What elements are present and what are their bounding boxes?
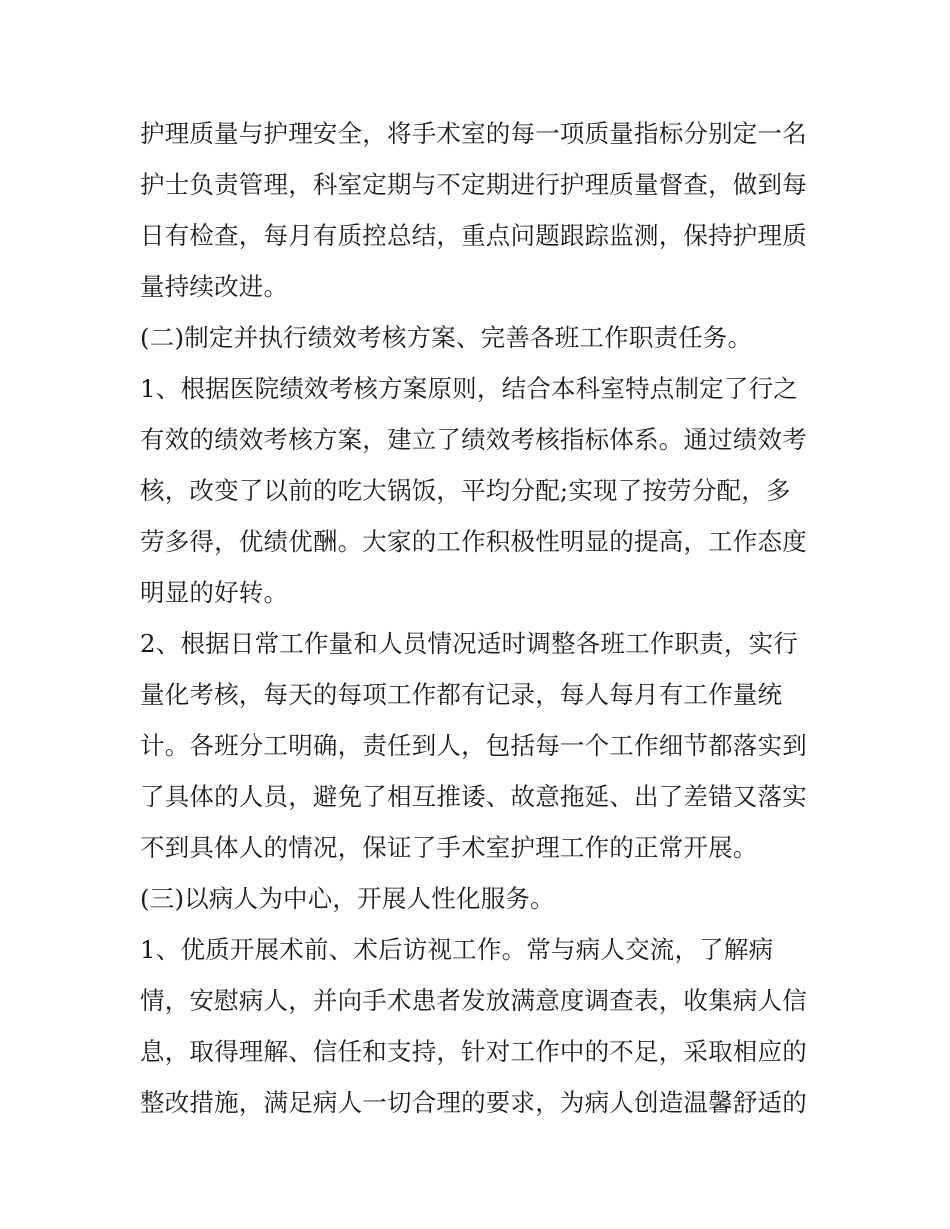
text-line: 情，安慰病人，并向手术患者发放满意度调查表，收集病人信 [140, 986, 807, 1015]
text-line: 量持续改进。 [140, 272, 289, 301]
document-body [140, 108, 820, 1128]
text-line: 量化考核，每天的每项工作都有记录，每人每月有工作量统 [140, 680, 783, 709]
text-line: 了具体的人员，避免了相互推诿、故意拖延、出了差错又落实 [140, 782, 807, 811]
text-line: 1、根据医院绩效考核方案原则，结合本科室特点制定了行之 [140, 374, 798, 403]
text-line: 核，改变了以前的吃大锅饭，平均分配;实现了按劳分配，多 [140, 476, 791, 505]
section-heading: (三)以病人为中心，开展人性化服务。 [140, 884, 555, 913]
text-line: 2、根据日常工作量和人员情况适时调整各班工作职责，实行 [140, 629, 798, 658]
text-line: 整改措施，满足病人一切合理的要求，为病人创造温馨舒适的 [140, 1088, 807, 1117]
text-line: 日有检查，每月有质控总结，重点问题跟踪监测，保持护理质 [140, 221, 807, 250]
text-line: 明显的好转。 [140, 578, 289, 607]
text-line: 计。各班分工明确，责任到人，包括每一个工作细节都落实到 [140, 731, 807, 760]
text-line: 劳多得，优绩优酬。大家的工作积极性明显的提高，工作态度 [140, 527, 807, 556]
text-line: 1、优质开展术前、术后访视工作。常与病人交流，了解病 [140, 935, 774, 964]
text-line: 护理质量与护理安全，将手术室的每一项质量指标分别定一名 [140, 119, 807, 148]
text-line: 息，取得理解、信任和支持，针对工作中的不足，采取相应的 [140, 1037, 807, 1066]
text-line: 不到具体人的情况，保证了手术室护理工作的正常开展。 [140, 833, 758, 862]
text-line: 有效的绩效考核方案，建立了绩效考核指标体系。通过绩效考 [140, 425, 807, 454]
section-heading: (二)制定并执行绩效考核方案、完善各班工作职责任务。 [140, 323, 753, 352]
text-line: 护士负责管理，科室定期与不定期进行护理质量督查，做到每 [140, 170, 807, 199]
